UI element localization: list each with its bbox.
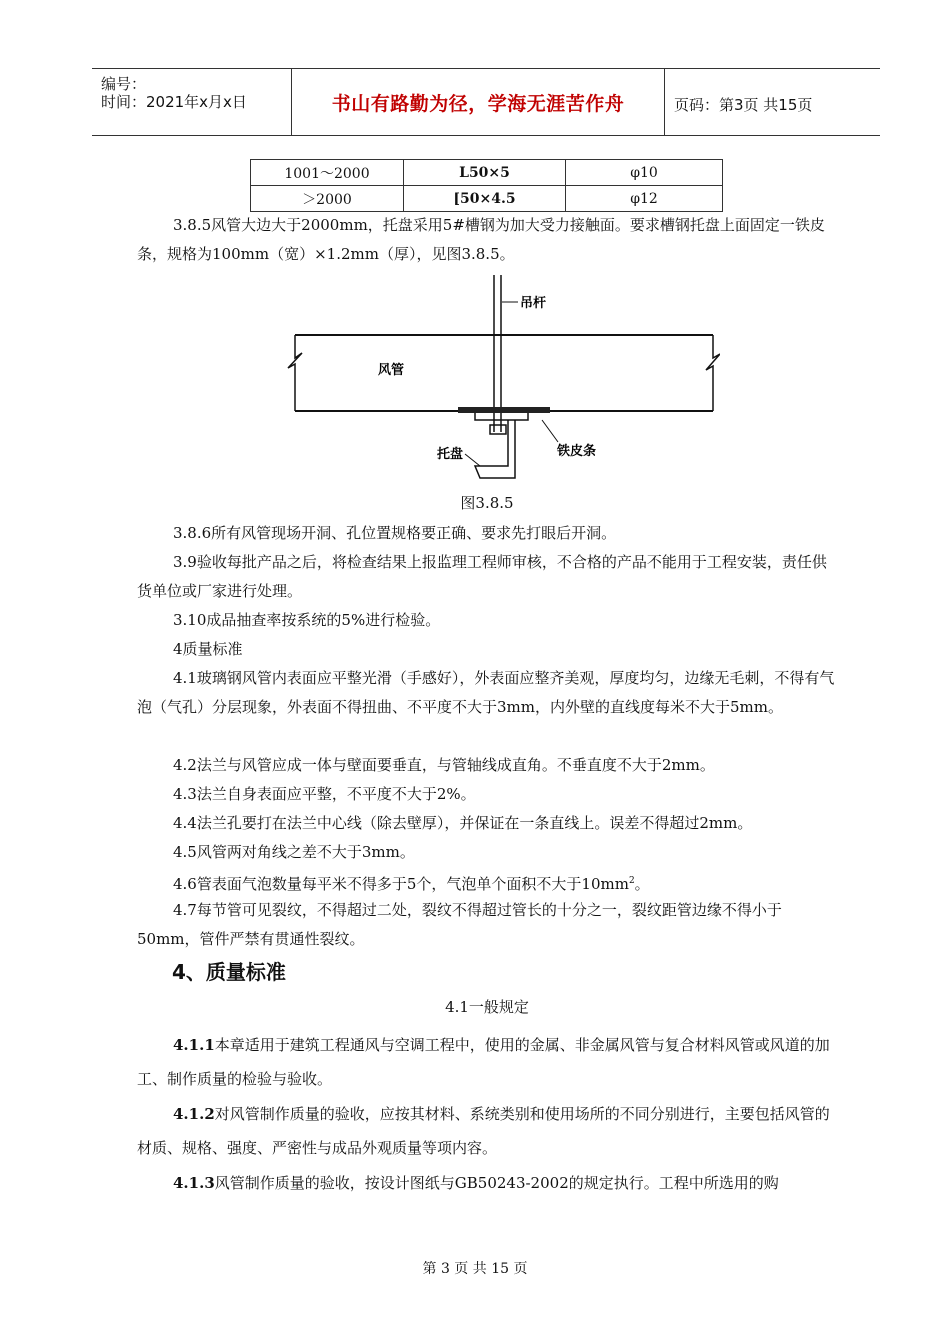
paragraph-4-6-end: 。 bbox=[634, 875, 650, 893]
clause-text: 对风管制作质量的验收，应按其材料、系统类别和使用场所的不同分别进行，主要包括风管的材质、规格、强度、严密性与成品外观质量等项内容。 bbox=[137, 1105, 830, 1157]
label-tray: 托盘 bbox=[437, 447, 464, 462]
spec-table bbox=[250, 159, 723, 212]
paragraph-4-6 bbox=[137, 867, 837, 899]
paragraph-3-9: 3.9验收每批产品之后，将检查结果上报监理工程师审核，不合格的产品不能用于工程安装，责任供货单位或厂家进行处理。 bbox=[137, 553, 827, 600]
motto: 书山有路勤为径，学海无涯苦作舟 bbox=[331, 93, 625, 115]
clause-number: 4.1.2 bbox=[173, 1105, 215, 1123]
table-cell: φ12 bbox=[566, 186, 723, 212]
page-number-label: 页码：第3页 共15页 bbox=[674, 96, 813, 114]
paragraph-4-1-1 bbox=[137, 1028, 837, 1096]
paragraph-4-5: 4.5风管两对角线之差不大于3mm。 bbox=[173, 843, 415, 861]
label-duct: 风管 bbox=[378, 363, 405, 378]
paragraph-3-8-5: 3.8.5风管大边大于2000mm，托盘采用5#槽钢为加大受力接触面。要求槽钢托盘上面固定一铁皮条，规格为100mm（宽）×1.2mm（厚），见图3.8.5。 bbox=[137, 216, 825, 263]
header-motto-cell bbox=[292, 69, 665, 135]
clause-text: 本章适用于建筑工程通风与空调工程中，使用的金属、非金属风管与复合材料风管或风道的加工、制作质量的检验与验收。 bbox=[137, 1036, 830, 1088]
clause-number: 4.1.3 bbox=[173, 1174, 215, 1192]
table-cell: ＞2000 bbox=[251, 186, 404, 212]
table-row bbox=[251, 160, 723, 186]
clause-number: 4.1.1 bbox=[173, 1036, 215, 1054]
paragraph-4-2: 4.2法兰与风管应成一体与壁面要垂直，与管轴线成直角。不垂直度不大于2mm。 bbox=[173, 756, 715, 774]
table-cell: φ10 bbox=[566, 160, 723, 186]
paragraph-4-7: 4.7每节管可见裂纹，不得超过二处，裂纹不得超过管长的十分之一，裂纹距管边缘不得小于50mm，管件严禁有贯通性裂纹。 bbox=[137, 901, 782, 948]
label-iron-strip: 铁皮条 bbox=[557, 444, 597, 459]
subsection-heading-4-1: 4.1一般规定 bbox=[445, 998, 529, 1016]
paragraph-4-1: 4.1玻璃钢风管内表面应平整光滑（手感好），外表面应整齐美观，厚度均匀，边缘无毛刺，不得有气泡（气孔）分层现象，外表面不得扭曲、不平度不大于3mm，内外壁的直线度每米不大于5mm。 bbox=[137, 669, 835, 716]
paragraph-3-8-6: 3.8.6所有风管现场开洞、孔位置规格要正确、要求先打眼后开洞。 bbox=[173, 524, 617, 542]
clause-text: 风管制作质量的验收，按设计图纸与GB50243-2002的规定执行。工程中所选用的购 bbox=[214, 1174, 779, 1192]
figure-caption: 图3.8.5 bbox=[460, 494, 514, 512]
table-cell: 1001～2000 bbox=[251, 160, 404, 186]
table-cell: L50×5 bbox=[404, 160, 566, 186]
header-meta-cell bbox=[92, 69, 292, 135]
paragraph-4-1-2 bbox=[137, 1097, 837, 1165]
paragraph-4-1-3 bbox=[137, 1166, 837, 1200]
code-label: 编号： bbox=[101, 75, 147, 93]
page-header bbox=[92, 68, 880, 136]
superscript: 2 bbox=[628, 876, 635, 886]
paragraph-4-3: 4.3法兰自身表面应平整，不平度不大于2%。 bbox=[173, 785, 476, 803]
figure-duct-support bbox=[280, 270, 720, 495]
page-footer: 第 3 页 共 15 页 bbox=[422, 1261, 528, 1277]
section-heading-4: 4、质量标准 bbox=[172, 960, 286, 984]
time-label: 时间：2021年x月x日 bbox=[101, 93, 247, 111]
paragraph-4-6-text: 4.6管表面气泡数量每平米不得多于5个，气泡单个面积不大于10mm bbox=[173, 875, 629, 893]
paragraph-4: 4质量标准 bbox=[173, 640, 243, 658]
paragraph-4-4: 4.4法兰孔要打在法兰中心线（除去壁厚），并保证在一条直线上。误差不得超过2mm。 bbox=[173, 814, 753, 832]
table-cell: [50×4.5 bbox=[404, 186, 566, 212]
label-hanger: 吊杆 bbox=[520, 296, 547, 311]
table-row bbox=[251, 186, 723, 212]
header-page-cell bbox=[665, 69, 880, 135]
paragraph-3-10: 3.10成品抽查率按系统的5%进行检验。 bbox=[173, 611, 441, 629]
